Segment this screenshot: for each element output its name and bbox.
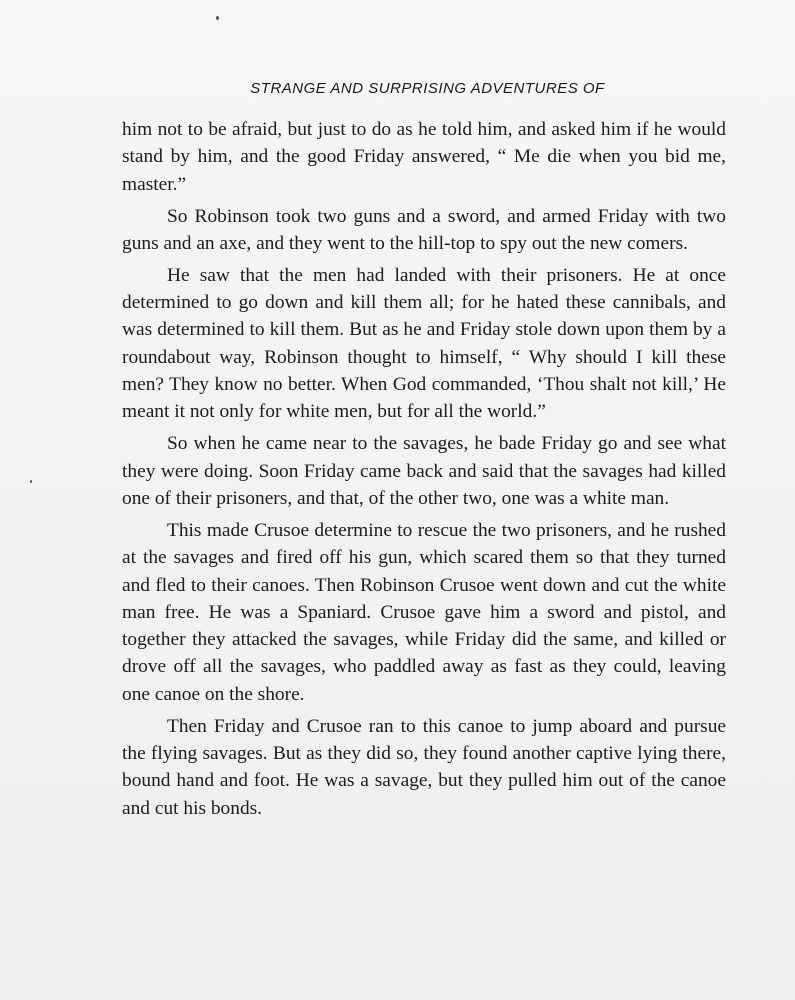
paragraph: Then Friday and Crusoe ran to this canoe to jump aboard and pursue the flying savages. But as they did so, they found another captive lying there, bound hand and foot. He was a savage, but they pulled him out of the canoe and cut his bonds.	[122, 715, 726, 819]
ink-speck	[216, 16, 219, 20]
body-text	[122, 116, 726, 827]
running-head: STRANGE AND SURPRISING ADVENTURES OF	[250, 80, 605, 97]
ink-speck	[30, 480, 32, 483]
paragraph: So Robinson took two guns and a sword, and armed Friday with two guns and an axe, and they went to the hill-top to spy out the new comers.	[122, 205, 726, 254]
paragraph: He saw that the men had landed with their prisoners. He at once determined to go down and kill them all; for he hated these cannibals, and was determined to kill them. But as he and Friday stole down upon them by a roundabout way, Robinson thought to himself, “ Why should I kill these men? They know no better. When God commanded, ‘Thou shalt not kill,’ He meant it not only for white men, but for all the world.”	[122, 264, 726, 423]
paragraph: him not to be afraid, but just to do as he told him, and asked him if he would stand by him, and the good Friday answered, “ Me die when you bid me, master.”	[122, 119, 726, 195]
paragraph: So when he came near to the savages, he bade Friday go and see what they were doing. Soon Friday came back and said that the savages had killed one of their prisoners, and that, of the other two, one was a white man.	[122, 433, 726, 509]
paragraph: This made Crusoe determine to rescue the two prisoners, and he rushed at the savages and fired off his gun, which scared them so that they turned and fled to their canoes. Then Robinson Crusoe went down and cut the white man free. He was a Spaniard. Crusoe gave him a sword and pistol, and together they attacked the savages, while Friday did the same, and killed or drove off all the savages, who paddled away as fast as they could, leaving one canoe on the shore.	[122, 519, 726, 705]
